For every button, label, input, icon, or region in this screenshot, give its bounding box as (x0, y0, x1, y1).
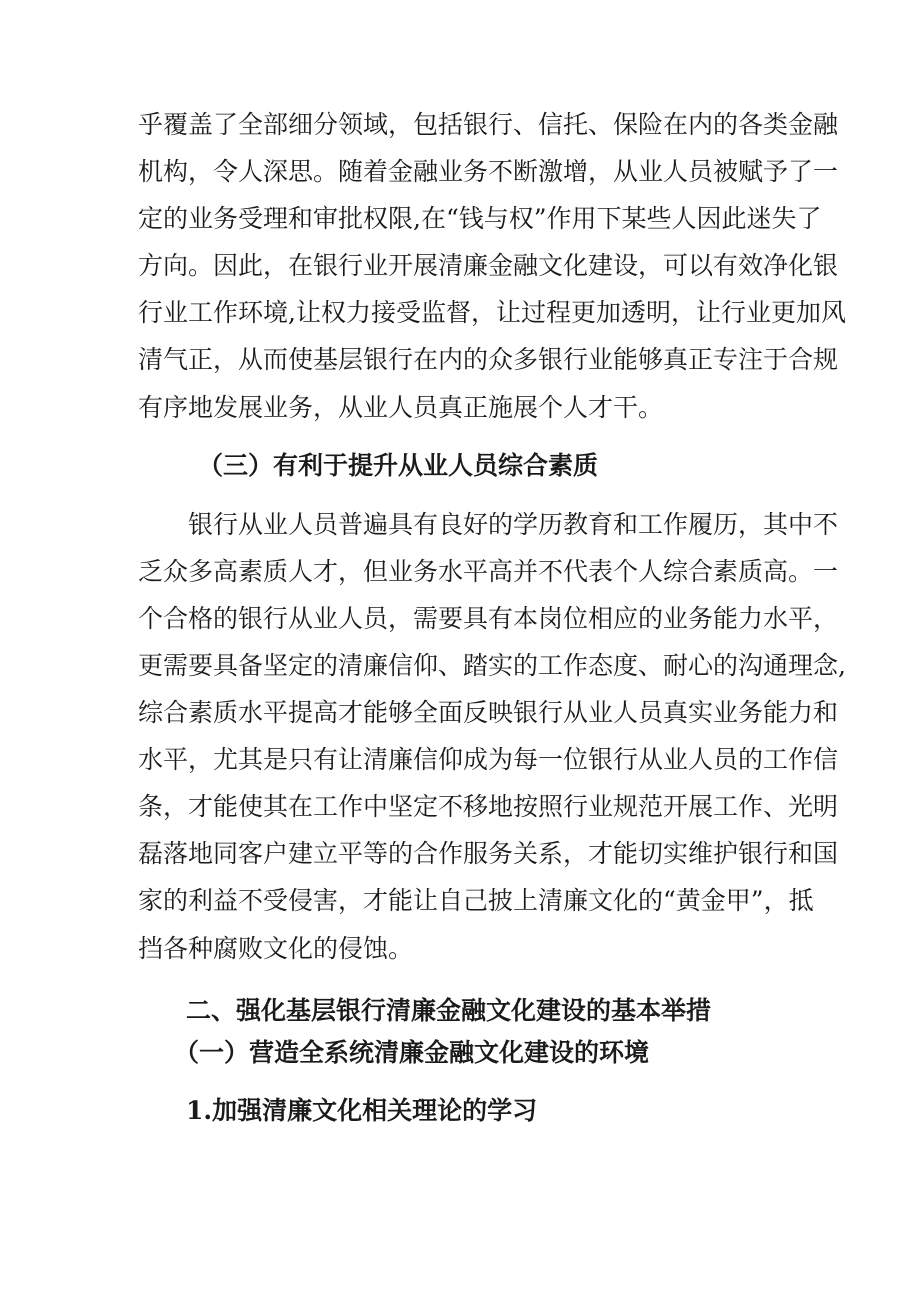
section-heading-2: 二、强化基层银行清廉金融文化建设的基本举措 (186, 996, 712, 1025)
paragraph-line: 乏众多高素质人才，但业务水平高并不代表个人综合素质高。一 (138, 557, 839, 586)
item-heading-1: 1.加强清廉文化相关理论的学习 (186, 1096, 538, 1125)
paragraph-line: 挡各种腐败文化的侵蚀。 (138, 934, 414, 963)
paragraph-line: 清气正，从而使基层银行在内的众多银行业能够真正专注于合规 (138, 345, 839, 374)
paragraph-line: 机构，令人深思。随着金融业务不断激增，从业人员被赋予了一 (138, 157, 839, 186)
paragraph-line: 银行从业人员普遍具有良好的学历教育和工作履历，其中不 (188, 510, 839, 539)
paragraph-line: 定的业务受理和审批权限,在“钱与权”作用下某些人因此迷失了 (138, 204, 822, 233)
paragraph-line: 家的利益不受侵害，才能让自己披上清廉文化的“黄金甲”，抵 (138, 886, 814, 915)
paragraph-line: 有序地发展业务，从业人员真正施展个人才干。 (138, 393, 664, 422)
paragraph-line: 乎覆盖了全部细分领域，包括银行、信托、保险在内的各类金融 (138, 110, 839, 139)
paragraph-line: 更需要具备坚定的清廉信仰、踏实的工作态度、耐心的沟通理念, (138, 651, 846, 680)
paragraph-line: 方向。因此，在银行业开展清廉金融文化建设，可以有效净化银 (138, 251, 839, 280)
subsection-heading-3: （三）有利于提升从业人员综合素质 (198, 451, 599, 480)
paragraph-line: 条，才能使其在工作中坚定不移地按照行业规范开展工作、光明 (138, 792, 839, 821)
paragraph-line: 综合素质水平提高才能够全面反映银行从业人员真实业务能力和 (138, 698, 839, 727)
paragraph-line: 水平，尤其是只有让清廉信仰成为每一位银行从业人员的工作信 (138, 745, 839, 774)
paragraph-line: 个合格的银行从业人员，需要具有本岗位相应的业务能力水平， (138, 604, 839, 633)
paragraph-line: 磊落地同客户建立平等的合作服务关系，才能切实维护银行和国 (138, 839, 839, 868)
subsection-heading-1: （一）营造全系统清廉金融文化建设的环境 (174, 1038, 650, 1067)
paragraph-line: 行业工作环境,让权力接受监督，让过程更加透明，让行业更加风 (138, 298, 846, 327)
